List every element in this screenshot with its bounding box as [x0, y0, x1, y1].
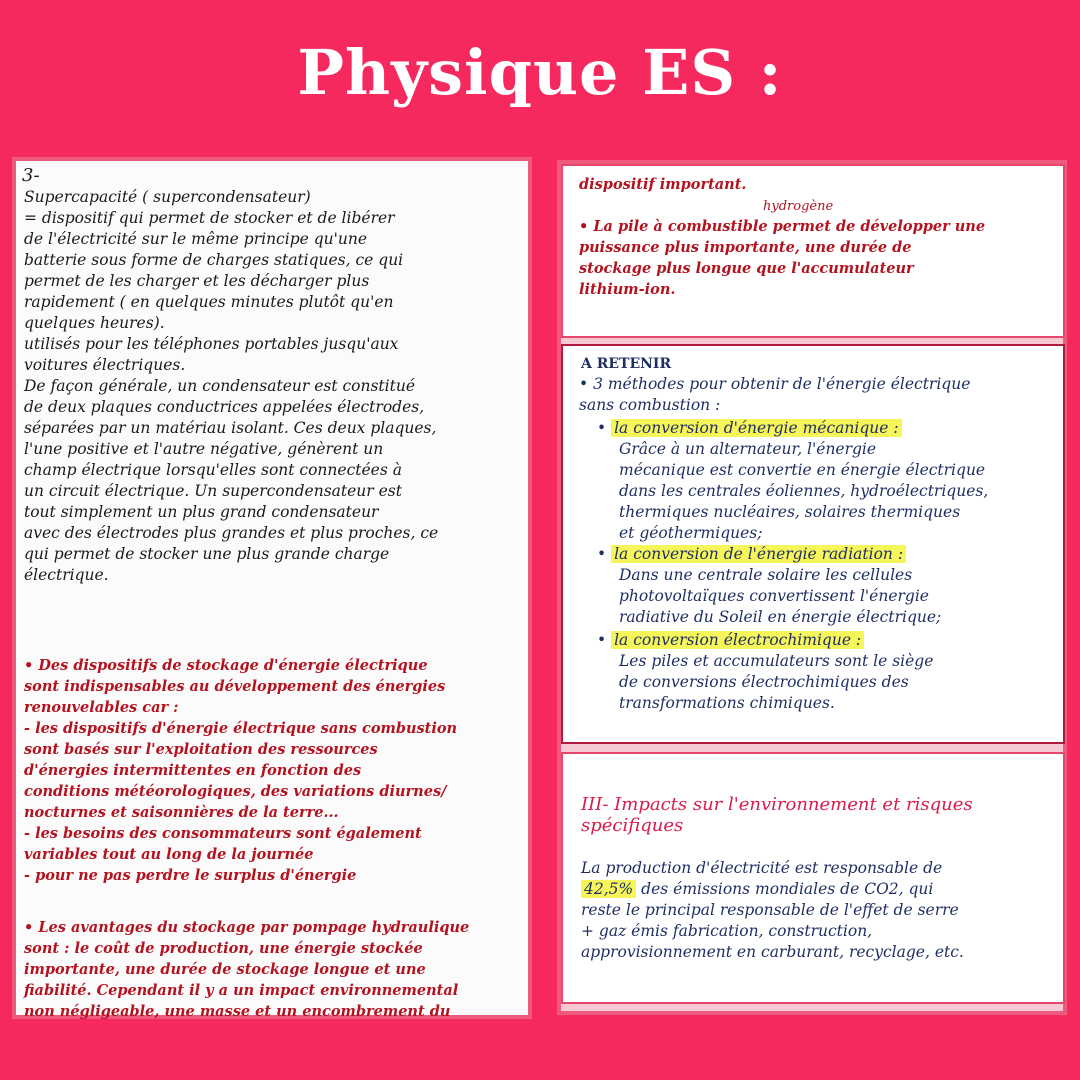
retenir-intro: • 3 méthodes pour obtenir de l'énergie électrique sans combustion : [579, 375, 971, 414]
fuel-cell-paragraph: dispositif important. • La pile à combustible permet de développer une puissance plus importante, une durée de stockage plus longue que l'accumulateur lithium-ion. [579, 176, 986, 298]
retenir-label: A RETENIR [581, 356, 672, 372]
method-1-body: Grâce à un alternateur, l'énergie mécanique est convertie en énergie électrique dans les centrales éoliennes, hydroélectriques, thermiques nucléaires, solaires thermiques et géothermiques; [619, 440, 989, 542]
method-2-body: Dans une centrale solaire les cellules photovoltaïques convertissent l'énergie radiative du Soleil en énergie électrique; [619, 566, 942, 626]
right-notebook-page [557, 160, 1067, 1015]
pumping-advantages-paragraph: • Les avantages du stockage par pompage hydraulique sont : le coût de production, une énergie stockée importante, une durée de stockage longue et une fiabilité. Cependant il y a un impact environnemental non négligeable, une masse et un encombrement du [24, 919, 470, 1020]
storage-necessity-paragraph: • Des dispositifs de stockage d'énergie électrique sont indispensables au développement des énergies renouvelables car : - les dispositifs d'énergie électrique sans combustion sont basés sur l'exploitation des ressources d'énergies intermittentes en fonction des conditions météorologiques, des variations diurnes/ nocturnes et saisonnières de la terre... - les besoins des consommateurs sont également variables tout au long de la journée - pour ne pas perdre le surplus d'énergie [24, 657, 458, 884]
method-3-title: • la conversion électrochimique : [597, 630, 864, 651]
header-banner [0, 0, 1080, 145]
fuel-cell-panel [561, 164, 1065, 338]
impacts-paragraph [581, 858, 1056, 963]
method-2-title: • la conversion de l'énergie radiation : [597, 544, 906, 565]
impacts-text-after: des émissions mondiales de CO2, qui reste le principal responsable de l'effet de serre + gaz émis fabrication, construction, approvisionnement en carburant, recyclage, etc. [581, 880, 964, 961]
method-1-title: • la conversion d'énergie mécanique : [597, 418, 902, 439]
impacts-panel [561, 752, 1065, 1004]
hydrogen-annotation: hydrogène [763, 199, 834, 214]
section-number: 3- [22, 165, 40, 186]
page-title: Physique ES : [297, 36, 783, 109]
emissions-percentage: 42,5% [581, 880, 636, 898]
retenir-panel [561, 344, 1065, 744]
left-notebook-page [12, 157, 532, 1019]
supercapacitor-paragraph: Supercapacité ( supercondensateur) = dispositif qui permet de stocker et de libérer de l'électricité sur le même principe qu'une batterie sous forme de charges statiques, ce qui permet de les charger et les décharger plus rapidement ( en quelques minutes plutôt qu'en quelques heures). utilisés pour les téléphones portables jusqu'aux voitures électriques. De façon générale, un condensateur est constitué de deux plaques conductrices appelées électrodes, séparées par un matériau isolant. Ces deux plaques, l'une positive et l'autre négative, génèrent un champ électrique lorsqu'elles sont connectées à un circuit électrique. Un supercondensateur est tout simplement un plus grand condensateur avec des électrodes plus grandes et plus proches, ce qui permet de stocker une plus grande charge électrique. [24, 188, 439, 584]
impacts-text-before: La production d'électricité est responsable de [581, 859, 943, 877]
impacts-heading: III- Impacts sur l'environnement et risques spécifiques [581, 794, 973, 836]
method-3-body: Les piles et accumulateurs sont le siège de conversions électrochimiques des transformations chimiques. [619, 652, 934, 712]
